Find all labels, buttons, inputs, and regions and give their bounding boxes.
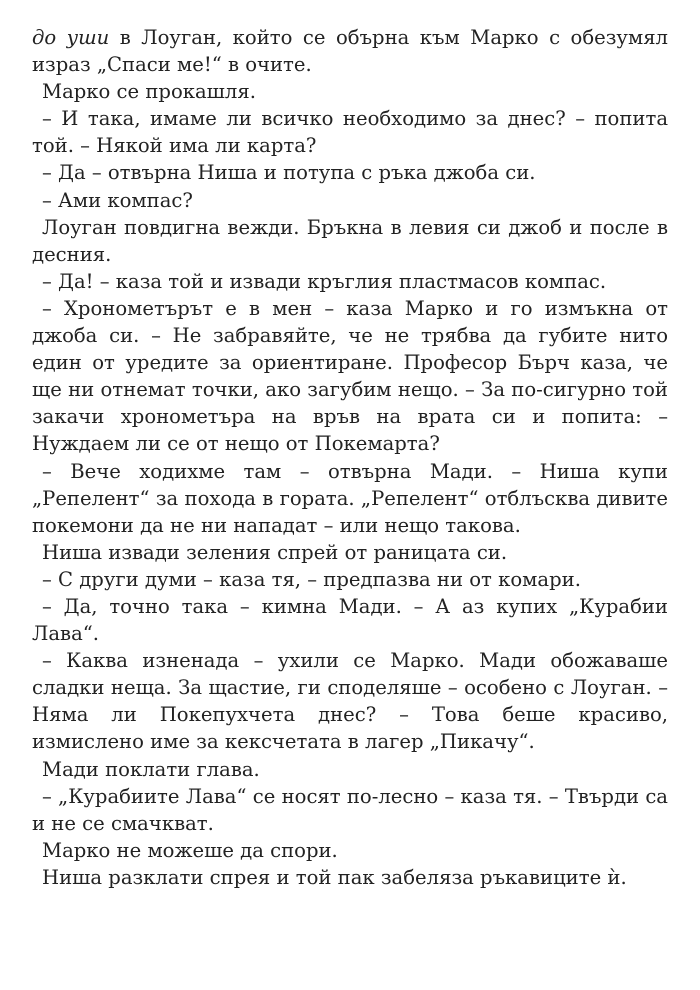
paragraph: – „Курабиите Лава“ се носят по-лесно – каза тя. – Твърди са и не се смачкват.	[32, 784, 668, 835]
paragraph: Марко не можеше да спори.	[42, 838, 338, 862]
paragraph: – Хронометърът е в мен – каза Марко и го измъкна от джоба си. – Не забравяйте, че не трябва да губите нито един от уредите за ориентиране. Професор Бърч каза, че ще ни отнемат точки, ако загубим нещо. – За по-сигурно той закачи хронометъра на връв на врата си и попита: – Нуждаем ли се от нещо от Покемарта?	[32, 296, 668, 456]
book-page	[32, 24, 668, 891]
paragraph: Ниша разклати спрея и той пак забеляза ръкавиците ѝ.	[42, 865, 627, 889]
paragraph: – И така, имаме ли всичко необходимо за днес? – попита той. – Някой има ли карта?	[32, 107, 668, 158]
paragraph: – Ами компас?	[42, 188, 193, 212]
paragraph: Марко се прокашля.	[42, 80, 256, 104]
paragraph	[32, 24, 668, 78]
paragraph: Лоуган повдигна вежди. Бръкна в левия си джоб и после в десния.	[32, 215, 668, 266]
paragraph: – Да, точно така – кимна Мади. – А аз купих „Курабии Лава“.	[32, 594, 668, 646]
italic-phrase: до уши	[32, 26, 110, 49]
paragraph-text: в Лоуган, който се обърна към Марко с обезумял израз „Спаси ме!“ в очите.	[32, 26, 668, 77]
paragraph: – Вече ходихме там – отвърна Мади. – Ниша купи „Репелент“ за похода в гората. „Репелент“ отблъсква дивите покемони да не ни нападат – или нещо такова.	[32, 459, 668, 537]
paragraph: – С други думи – каза тя, – предпазва ни от комари.	[42, 567, 581, 591]
paragraph: – Да – отвърна Ниша и потупа с ръка джоба си.	[42, 161, 536, 185]
paragraph: Мади поклати глава.	[42, 757, 260, 781]
paragraph: Ниша извади зеления спрей от раницата си.	[42, 540, 508, 564]
paragraph: – Да! – каза той и извади кръглия пластмасов компас.	[42, 269, 607, 293]
paragraph: – Каква изненада – ухили се Марко. Мади обожаваше сладки неща. За щастие, ги споделяше – особено с Лоуган. – Няма ли Покепухчета днес? – Това беше красиво, измислено име за кексчетата в лагер „Пикачу“.	[32, 649, 668, 754]
